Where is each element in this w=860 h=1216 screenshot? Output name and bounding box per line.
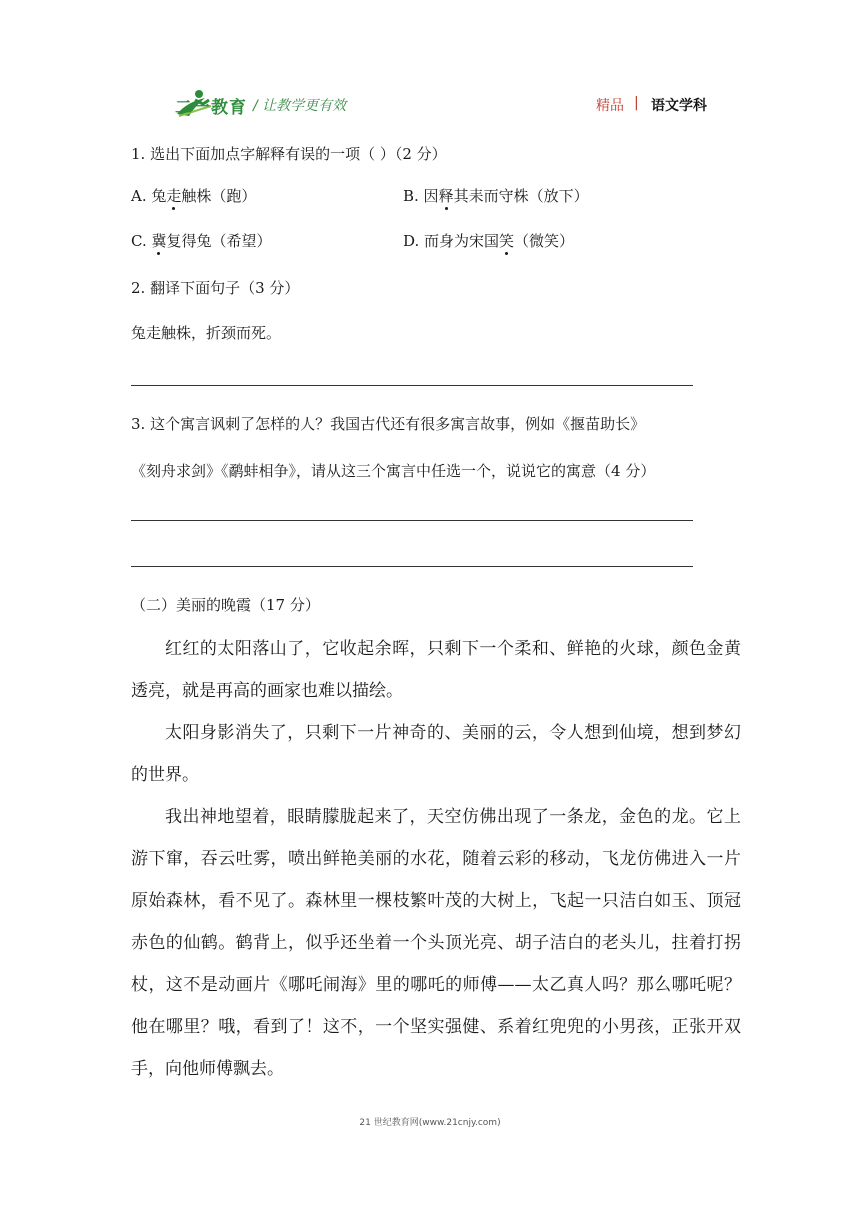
footer: 21 世纪教育网(www.21cnjy.com) (359, 1118, 501, 1128)
header-jingpin: 精品 (596, 98, 624, 114)
q2-sentence: 兔走触株，折颈而死。 (131, 324, 282, 342)
logo-text: 二一教育 (175, 98, 247, 118)
passage-paragraph-3: 我出神地望着，眼睛朦胧起来了，天空仿佛出现了一条龙，金色的龙。它上游下窜，吞云吐雾，喷出鲜艳美丽的水花，随着云彩的移动，飞龙仿佛进入一片原始森林，看不见了。森林里一棵枝繁叶茂的大树上，飞起一只洁白如玉、顶冠赤色的仙鹤。鹤背上，似乎还坐着一个头顶光亮、胡子洁白的老头儿，拄着打拐杖，这不是动画片《哪吒闹海》里的哪吒的师傅——太乙真人吗？那么哪吒呢？他在哪里？哦，看到了！这不，一个坚实强健、系着红兜兜的小男孩，正张开双手，向他师傅飘去。 (131, 807, 741, 1079)
q3-answer-line-1 (131, 520, 693, 521)
q3-line-2: 《刻舟求剑》《鹬蚌相争》，请从这三个寓言中任选一个，说说它的寓意（4 分） (131, 462, 656, 480)
q3-line-1: 3. 这个寓言讽刺了怎样的人？我国古代还有很多寓言故事，例如《揠苗助长》 (131, 415, 646, 433)
passage-paragraph-2: 太阳身影消失了，只剩下一片神奇的、美丽的云，令人想到仙境，想到梦幻的世界。 (131, 723, 741, 785)
header-subject: 语文学科 (651, 98, 707, 114)
slogan: / 让教学更有效 (253, 98, 347, 114)
q1-stem: 1. 选出下面加点字解释有误的一项（ ）（2 分） (131, 145, 447, 163)
q1-option-b: B. 因释其耒而守株（放下） (403, 187, 589, 205)
q3-answer-line-2 (131, 566, 693, 567)
section2-title: （二）美丽的晚霞（17 分） (131, 596, 320, 614)
q2-answer-line (131, 385, 693, 386)
q2-stem: 2. 翻译下面句子（3 分） (131, 279, 300, 297)
q1-option-d: D. 而身为宋国笑（微笑） (403, 232, 575, 250)
q1-option-c: C. 冀复得兔（希望） (131, 232, 272, 250)
header-separator: | (634, 95, 639, 111)
q1-option-a: A. 兔走触株（跑） (131, 187, 257, 205)
passage-paragraph-1: 红红的太阳落山了，它收起余晖，只剩下一个柔和、鲜艳的火球，颜色金黄透亮，就是再高的画家也难以描绘。 (131, 639, 741, 701)
